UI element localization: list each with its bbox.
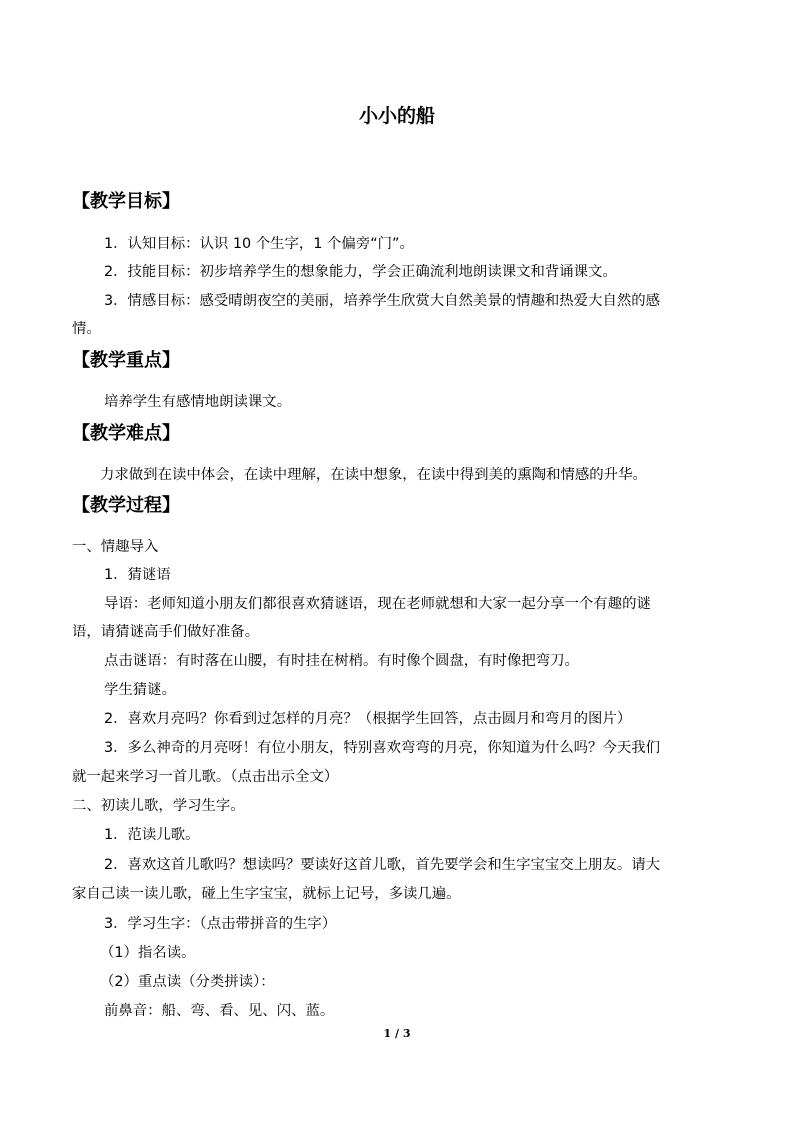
difficulty-line-1: 力求做到在读中体会，在读中理解，在读中想象，在读中得到美的熏陶和情感的升华。 — [100, 467, 647, 483]
key-point-line-1: 培养学生有感情地朗读课文。 — [104, 394, 292, 410]
process-line-6: 学生猜谜。 — [104, 682, 176, 698]
process-line-14: 3．学习生字：（点击带拼音的生字） — [104, 916, 337, 932]
process-line-8: 3．多么神奇的月亮呀！有位小朋友，特别喜欢弯弯的月亮，你知道为什么吗？今天我们 — [104, 740, 661, 756]
page-title: 小小的船 — [358, 105, 435, 127]
heading-teaching-goals: 【教学目标】 — [72, 191, 180, 212]
goal-line-1: 1．认知目标：认识 10 个生字，1 个偏旁“门”。 — [104, 236, 414, 252]
process-line-9: 就一起来学习一首儿歌。（点击出示全文） — [72, 769, 339, 785]
heading-key-points: 【教学重点】 — [72, 350, 180, 371]
process-line-15: （1）指名读。 — [100, 945, 196, 961]
process-line-11: 1．范读儿歌。 — [104, 827, 200, 843]
process-line-13: 家自己读一读儿歌，碰上生字宝宝，就标上记号，多读几遍。 — [72, 886, 461, 902]
page-number: 1 / 3 — [383, 1027, 411, 1040]
goal-line-3: 3．情感目标：感受晴朗夜空的美丽，培养学生欣赏大自然美景的情趣和热爱大自然的感 — [104, 293, 661, 309]
heading-difficulties: 【教学难点】 — [72, 423, 180, 444]
process-line-7: 2．喜欢月亮吗？你看到过怎样的月亮？（根据学生回答，点击圆月和弯月的图片） — [104, 711, 632, 727]
heading-teaching-process: 【教学过程】 — [72, 495, 180, 516]
process-line-16: （2）重点读（分类拼读）： — [100, 974, 275, 990]
process-line-5: 点击谜语：有时落在山腰，有时挂在树梢。有时像个圆盘，有时像把弯刀。 — [104, 653, 579, 669]
process-line-1: 一、情趣导入 — [72, 539, 159, 555]
goal-line-2: 2．技能目标：初步培养学生的想象能力，学会正确流利地朗读课文和背诵课文。 — [104, 264, 617, 280]
process-line-12: 2．喜欢这首儿歌吗？想读吗？要读好这首儿歌，首先要学会和生字宝宝交上朋友。请大 — [104, 857, 661, 873]
process-line-10: 二、初读儿歌，学习生字。 — [72, 798, 245, 814]
goal-line-4: 情。 — [72, 321, 101, 337]
process-line-3: 导语：老师知道小朋友们都很喜欢猜谜语，现在老师就想和大家一起分享一个有趣的谜 — [104, 596, 651, 612]
process-line-17: 前鼻音：船、弯、看、见、闪、蓝。 — [104, 1003, 335, 1019]
process-line-4: 语，请猜谜高手们做好准备。 — [72, 624, 260, 640]
process-line-2: 1．猜谜语 — [104, 567, 171, 583]
